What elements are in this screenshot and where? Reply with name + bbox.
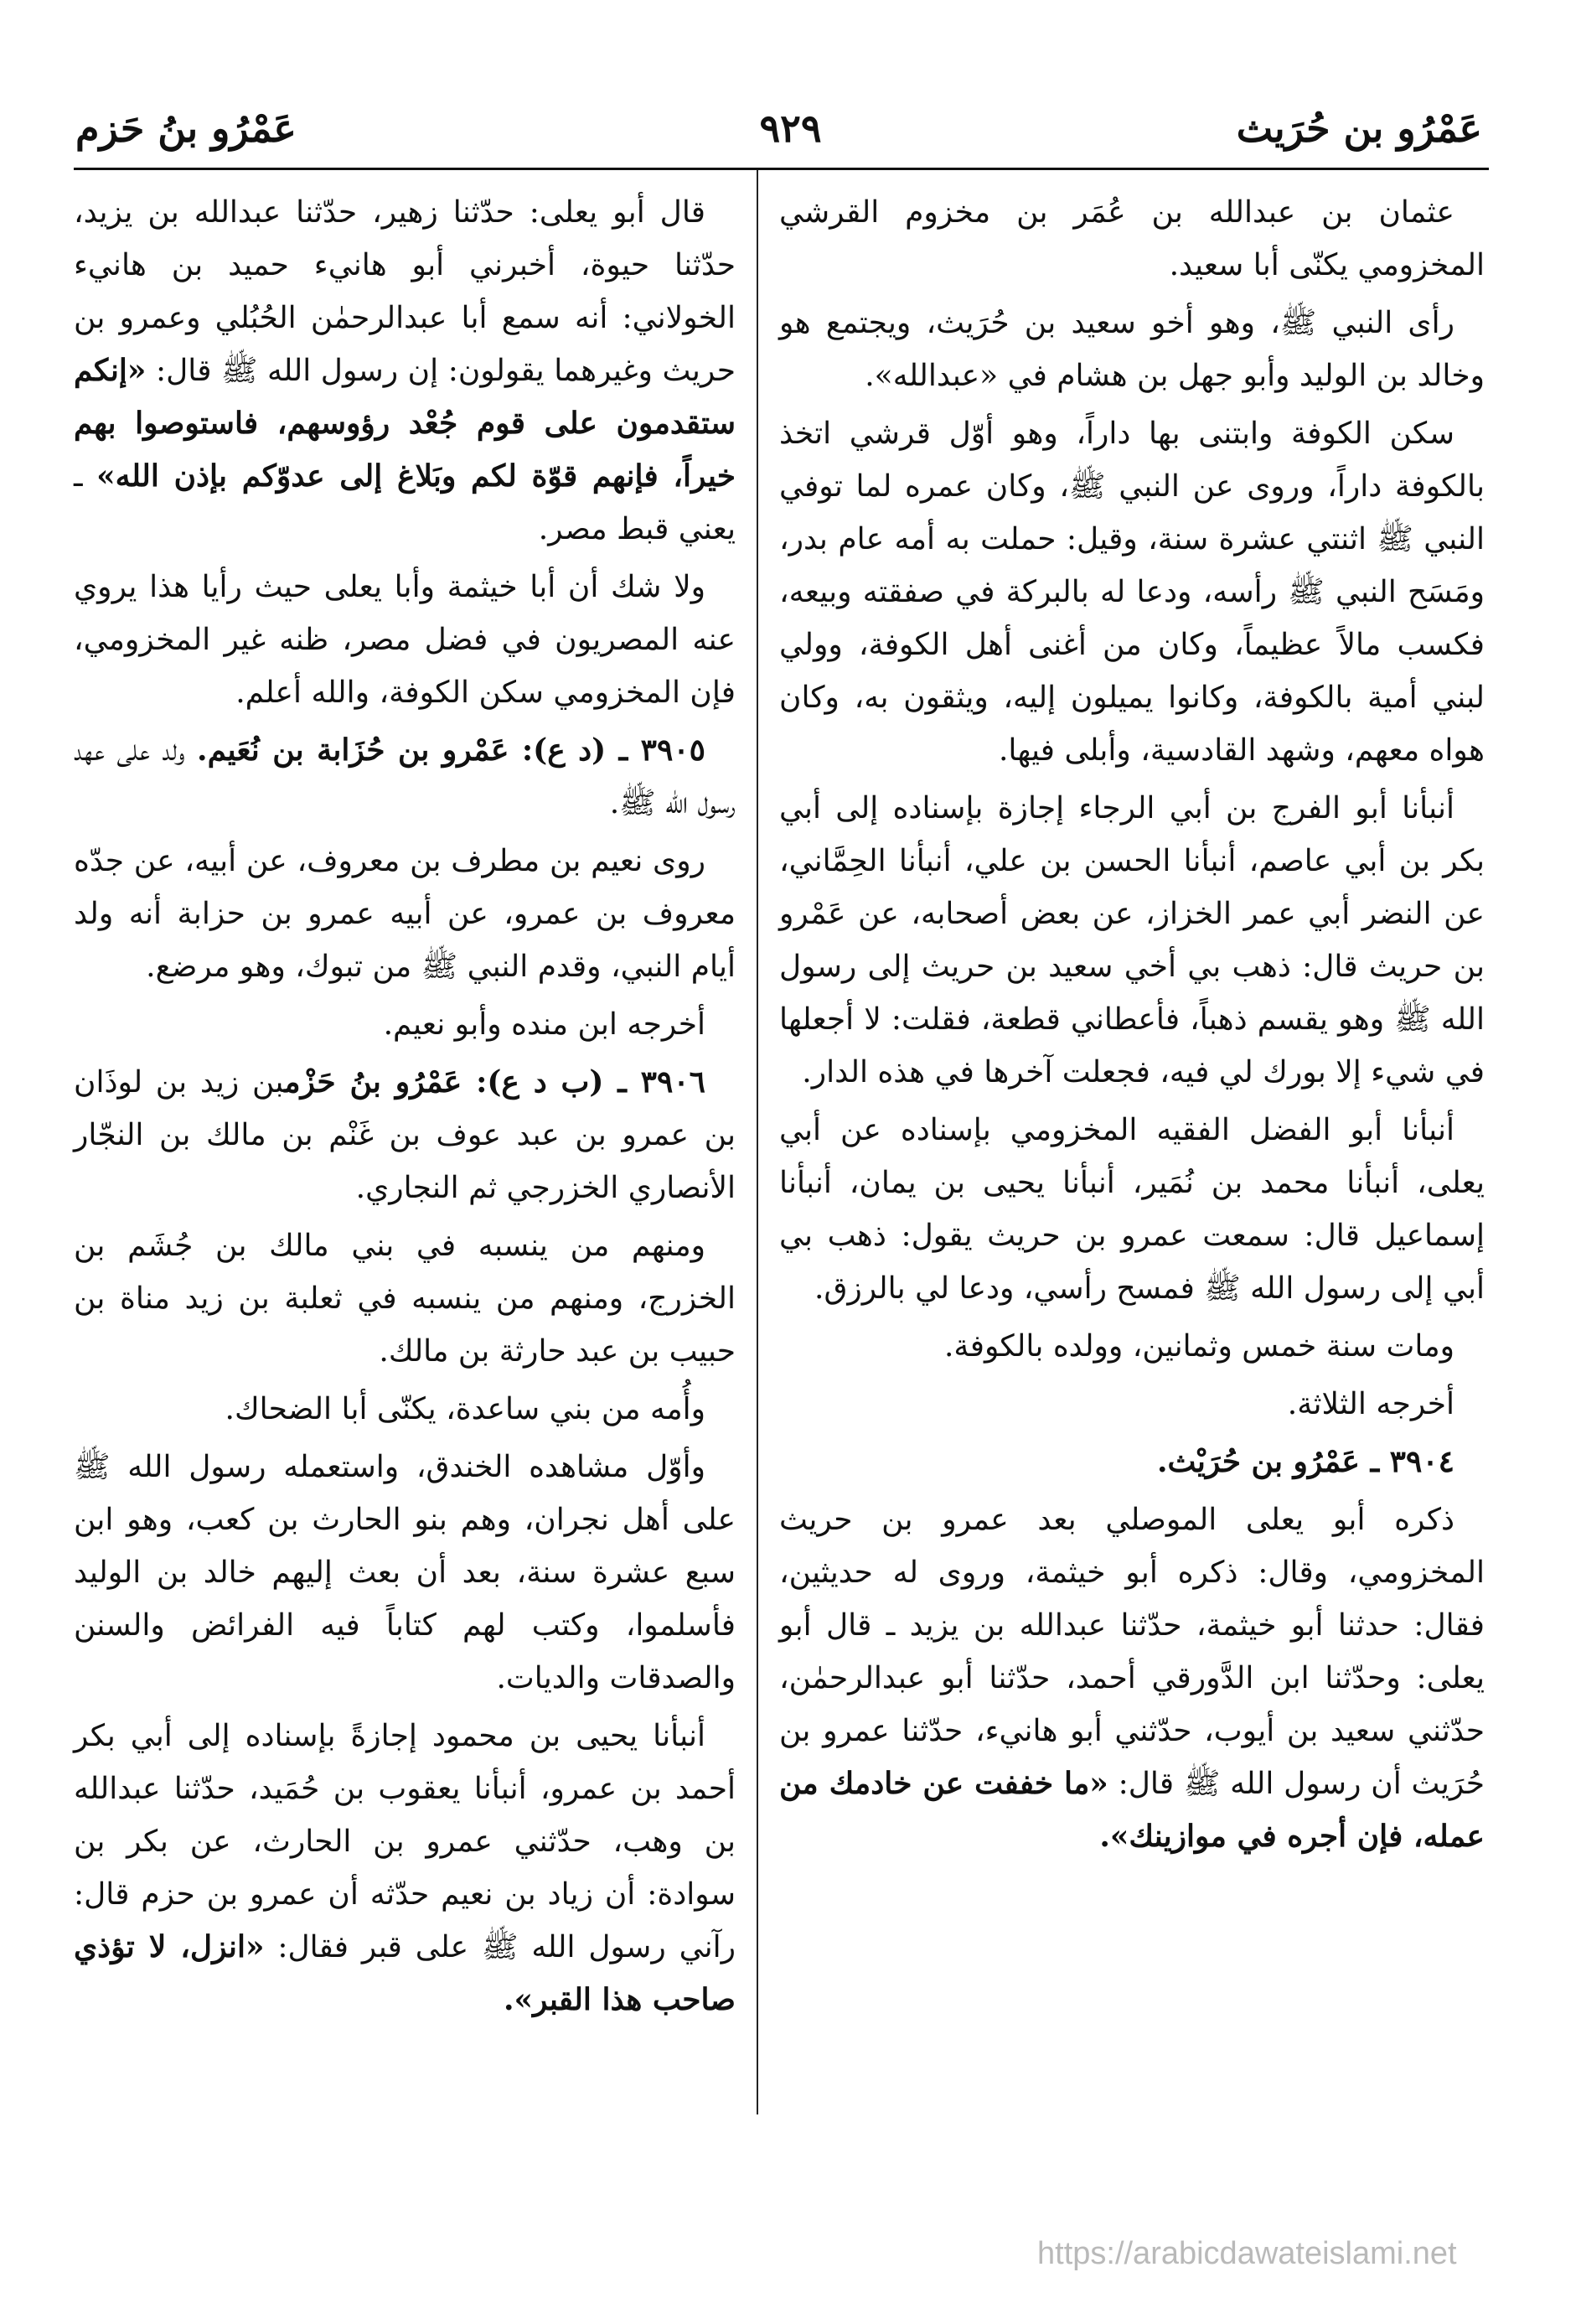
entry-text: ولد على عهد رسول الله ﷺ. xyxy=(74,733,736,820)
paragraph: ولا شك أن أبا خيثمة وأبا يعلى حيث رأيا هذا يروي عنه المصريون في فضل مصر، ظنه غير المخزومي، فإن المخزومي سكن الكوفة، والله أعلم. xyxy=(74,570,736,710)
paragraph: أخرجه الثلاثة. xyxy=(1287,1387,1454,1421)
header-rule xyxy=(74,168,1489,170)
right-column xyxy=(779,186,1485,1868)
column-divider xyxy=(757,170,758,2114)
paragraph-text: ذكره أبو يعلى الموصلي بعد عمرو بن حريث المخزومي، وقال: ذكره أبو خيثمة، وروى له حديثين، فقال: حدثنا أبو خيثمة، حدّثنا عبدالله بن يزيد ـ قال أبو يعلى: وحدّثنا ابن الدَّورقي أحمد، حدّثنا أبو عبدالرحمٰن، حدّثني سعيد بن أيوب، حدّثني أبو هانيء، حدّثنا عمرو بن حُرَيث أن رسول الله ﷺ قال: xyxy=(779,1503,1485,1801)
paragraph: وأُمه من بني ساعدة، يكنّى أبا الضحاك. xyxy=(225,1392,705,1426)
paragraph: عثمان بن عبدالله بن عُمَر بن مخزوم القرشي المخزومي يكنّى أبا سعيد. xyxy=(779,195,1485,282)
page-number: ٩٢٩ xyxy=(759,106,822,151)
running-header-left: عَمْرُو بنُ حَزم xyxy=(75,106,297,151)
entry-title: ٣٩٠٤ ـ عَمْرُو بن حُرَيْث. xyxy=(1156,1444,1454,1479)
paragraph xyxy=(74,1710,736,2026)
paragraph xyxy=(74,186,736,556)
entry-title: ٣٩٠٦ ـ (ب د ع): عَمْرُو بنُ حَزْم xyxy=(284,1064,706,1100)
paragraph-text: ـ يعني قبط مصر. xyxy=(74,459,736,546)
paragraph-text: أنبأنا يحيى بن محمود إجازةً بإسناده إلى أبي بكر أحمد بن عمرو، أنبأنا يعقوب بن حُمَيد، حدّثنا عبدالله بن وهب، حدّثني عمرو بن الحارث، عن بكر بن سوادة: أن زياد بن نعيم حدّثه أن عمرو بن حزم قال: رآني رسول الله ﷺ على قبر فقال: xyxy=(74,1719,736,1964)
paragraph: ومنهم من ينسبه في بني مالك بن جُشَم بن الخزرج، ومنهم من ينسبه في ثعلبة بن زيد مناة بن حبيب بن عبد حارثة بن مالك. xyxy=(74,1229,736,1369)
paragraph: رأى النبي ﷺ، وهو أخو سعيد بن حُرَيث، ويجتمع هو وخالد بن الوليد وأبو جهل بن هشام في «عبدالله». xyxy=(779,306,1485,393)
hadith-quote: «انزل، لا تؤذي صاحب هذا القبر». xyxy=(74,1929,736,2017)
watermark-url: https://arabicdawateislami.net xyxy=(1037,2236,1457,2271)
entry-title: ٣٩٠٥ ـ (د ع): عَمْرو بن حُزَابة بن نُعَيم. xyxy=(197,732,705,768)
entry-heading-3905 xyxy=(74,724,736,830)
paragraph: وأوّل مشاهده الخندق، واستعمله رسول الله ﷺ على أهل نجران، وهم بنو الحارث بن كعب، وهو ابن سبع عشرة سنة، بعد أن بعث إليهم خالد بن الوليد فأسلموا، وكتب لهم كتاباً فيه الفرائض والسنن والصدقات والديات. xyxy=(74,1450,736,1695)
paragraph: سكن الكوفة وابتنى بها داراً، وهو أوّل قرشي اتخذ بالكوفة داراً، وروى عن النبي ﷺ، وكان عمره لما توفي النبي ﷺ اثنتي عشرة سنة، وقيل: حملت به أمه عام بدر، ومَسَح النبي ﷺ رأسه، ودعا له بالبركة في صفقته وبيعه، فكسب مالاً عظيماً، وكان من أغنى أهل الكوفة، وولي لبني أمية بالكوفة، وكانوا يميلون إليه، ويثقون به، وكان هواه معهم، وشهد القادسية، وأبلى فيها. xyxy=(779,417,1485,768)
hadith-quote: «إنكم ستقدمون على قوم جُعْد رؤوسهم، فاستوصوا بهم خيراً، فإنهم قوّة لكم وبَلاغ إلى عدوّكم بإذن الله» xyxy=(74,353,736,494)
paragraph-text: قال أبو يعلى: حدّثنا زهير، حدّثنا عبدالله بن يزيد، حدّثنا حيوة، أخبرني أبو هانيء حميد بن هانيء الخولاني: أنه سمع أبا عبدالرحمٰن الحُبُلي وعمرو بن حريث وغيرهما يقولون: إن رسول الله ﷺ قال: xyxy=(74,195,736,388)
paragraph xyxy=(779,1493,1485,1863)
left-column xyxy=(74,186,736,2032)
entry-heading-3904 xyxy=(779,1436,1485,1488)
paragraph: أنبأنا أبو الفرج بن أبي الرجاء إجازة بإسناده إلى أبي بكر بن أبي عاصم، أنبأنا الحسن بن علي، أنبأنا الحِمَّاني، عن النضر أبي عمر الخزاز، عن بعض أصحابه، عن عَمْرو بن حريث قال: ذهب بي أخي سعيد بن حريث إلى رسول الله ﷺ وهو يقسم ذهباً، فأعطاني قطعة، فقلت: لا أجعلها في شيء إلا بورك لي فيه، فجعلت آخرها في هذه الدار. xyxy=(779,791,1485,1090)
entry-heading-3906 xyxy=(74,1056,736,1214)
running-header-right: عَمْرُو بن حُرَيث xyxy=(1236,106,1482,151)
paragraph: أخرجه ابن منده وأبو نعيم. xyxy=(383,1007,705,1042)
paragraph: روى نعيم بن مطرف بن معروف، عن أبيه، عن جدّه معروف بن عمرو، عن أبيه عمرو بن حزابة أنه ولد أيام النبي، وقدم النبي ﷺ من تبوك، وهو مرضع. xyxy=(74,844,736,984)
paragraph: أنبأنا أبو الفضل الفقيه المخزومي بإسناده عن أبي يعلى، أنبأنا محمد بن نُمَير، أنبأنا يحيى بن يمان، أنبأنا إسماعيل قال: سمعت عمرو بن حريث يقول: ذهب بي أبي إلى رسول الله ﷺ فمسح رأسي، ودعا لي بالرزق. xyxy=(779,1113,1485,1306)
paragraph: ومات سنة خمس وثمانين، وولده بالكوفة. xyxy=(943,1329,1454,1364)
hadith-quote: «ما خففت عن خادمك من عمله، فإن أجره في موازينك». xyxy=(779,1766,1485,1854)
entry-text: بن زيد بن لوذَان بن عمرو بن عبد عوف بن غَنْم بن مالك بن النجّار الأنصاري الخزرجي ثم النجاري. xyxy=(74,1065,736,1205)
